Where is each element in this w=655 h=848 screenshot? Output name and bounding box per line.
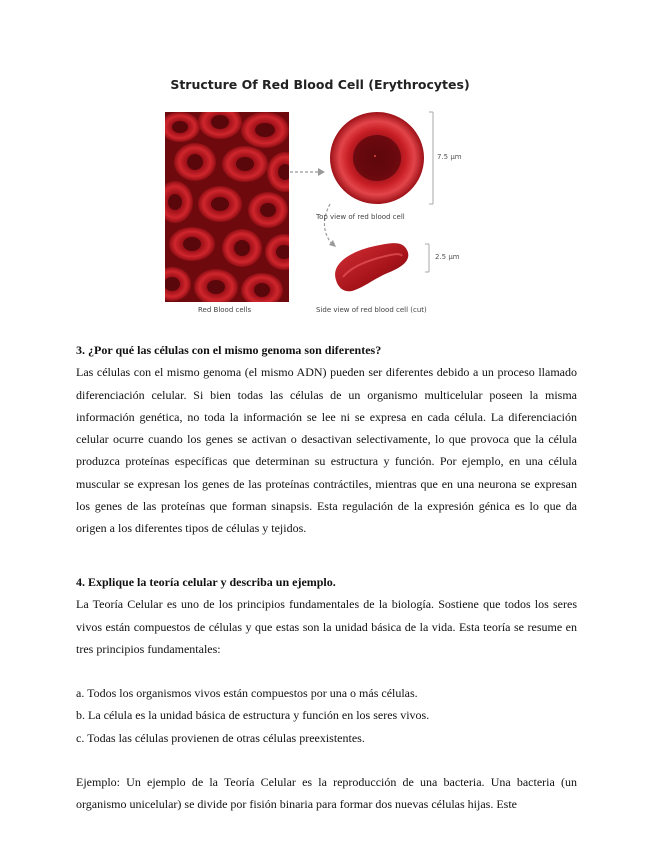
measure-bracket-side: [425, 244, 429, 272]
rbc-figure: [150, 72, 490, 322]
rbc-illustration: [150, 72, 490, 322]
cells-label: Red Blood cells: [198, 306, 252, 314]
measure-side-label: 2.5 µm: [435, 253, 460, 261]
measure-top-label: 7.5 µm: [437, 153, 462, 161]
section-3-paragraph: Las células con el mismo genoma (el mismo ADN) pueden ser diferentes debido a un proceso llamado diferenciación celular. Si bien todas las células de un organismo multicelular poseen la misma información genética, no toda la información se lee ni se expresa en cada célula. La diferenciación celular ocurre cuando los genes se activan o desactivan selectivamente, lo que provoca que la célula produzca proteínas específicas que determinan su estructura y función. Por ejemplo, en una célula muscular se expresan los genes de las proteínas contráctiles, mientras que en una neurona se expresan los genes de las proteínas que forman sinapsis. Esta regulación de la expresión génica es lo que da origen a los diferentes tipos de células y tejidos.: [76, 365, 577, 536]
principles-list: [76, 682, 577, 749]
section-3: [76, 339, 577, 540]
arrow-to-side-view: [324, 204, 332, 244]
section-4: [76, 571, 577, 816]
list-item: a. Todos los organismos vivos están compuestos por una o más células.: [76, 686, 418, 701]
list-item: c. Todas las células provienen de otras células preexistentes.: [76, 730, 365, 745]
figure-title: Structure Of Red Blood Cell (Erythrocytes): [170, 77, 470, 92]
side-view-label: Side view of red blood cell (cut): [316, 306, 427, 314]
rbc-top-view: [330, 112, 424, 204]
top-view-label: Top view of red blood cell: [316, 213, 405, 221]
rbc-side-view: [335, 243, 408, 291]
section-4-heading: 4. Explique la teoría celular y describa un ejemplo.: [76, 575, 336, 589]
section-4-intro: La Teoría Celular es uno de los principios fundamentales de la biología. Sostiene que todos los seres vivos están compuestos de células y que estas son la unidad básica de la vida. Esta teoría se resume en tres principios fundamentales:: [76, 597, 577, 656]
measure-bracket-top: [429, 112, 433, 204]
section-3-heading: 3. ¿Por qué las células con el mismo genoma son diferentes?: [76, 343, 382, 357]
list-item: b. La célula es la unidad básica de estructura y función en los seres vivos.: [76, 708, 430, 723]
section-4-example: Ejemplo: Un ejemplo de la Teoría Celular es la reproducción de una bacteria. Una bacteria (un organismo unicelular) se divide por fisión binaria para formar dos nuevas células hijas. Este: [76, 775, 577, 812]
